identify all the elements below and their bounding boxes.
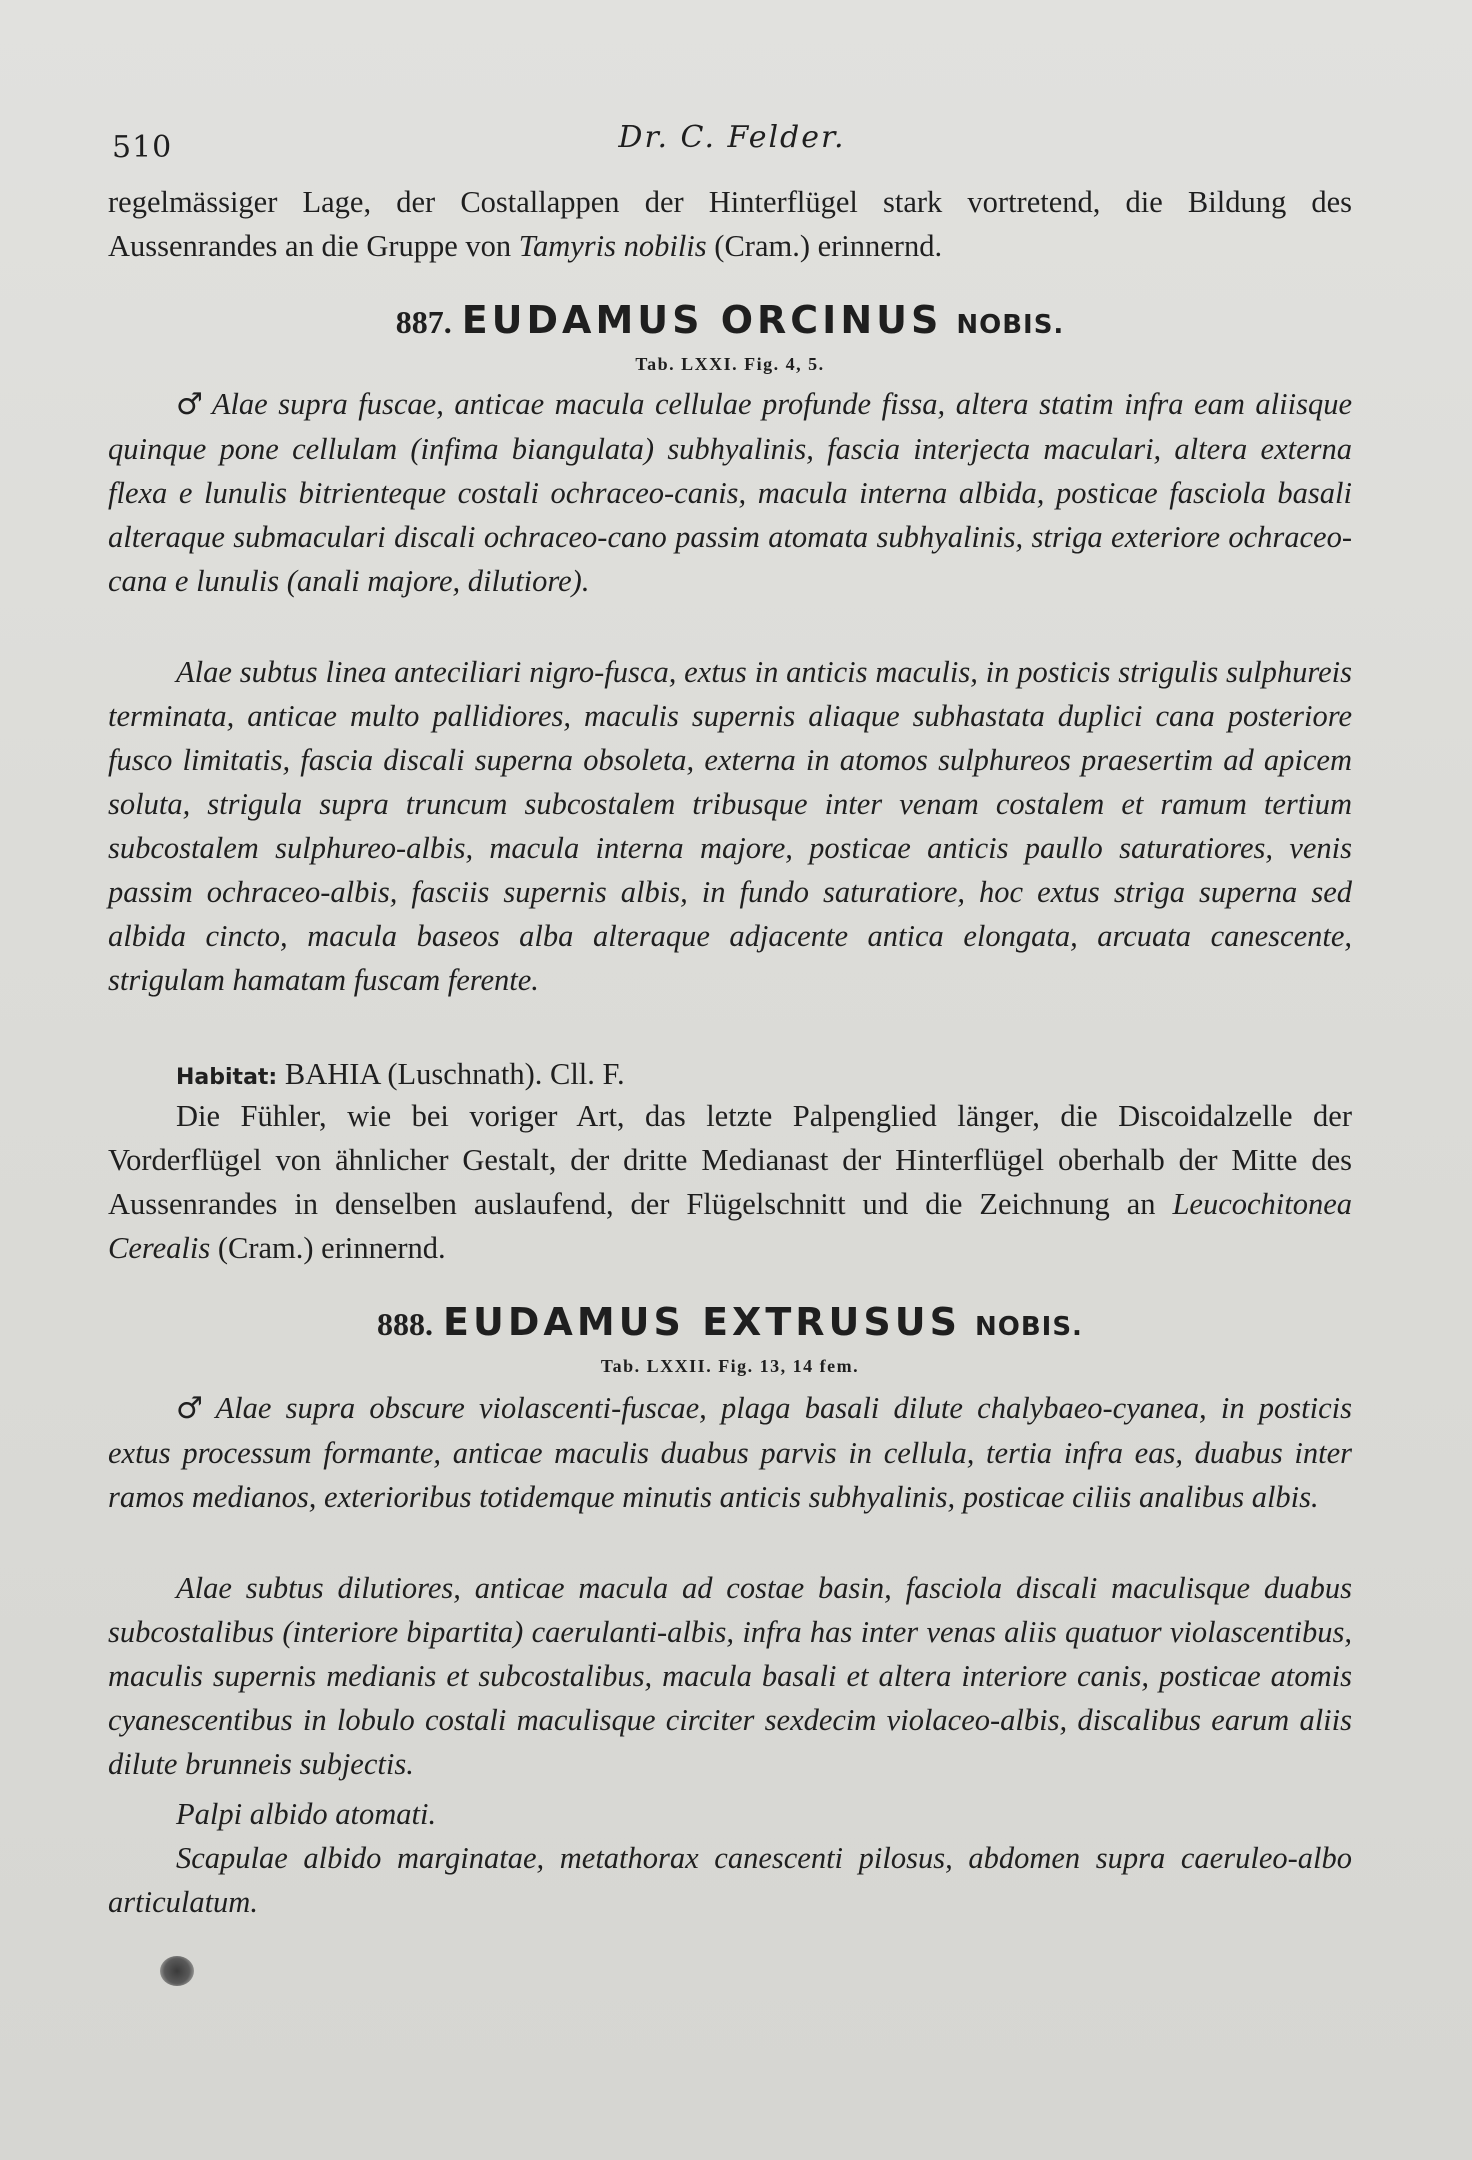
species-887-compare-taxon: Leucochitonea Cerealis	[108, 1187, 1352, 1265]
species-888-description-upper	[108, 1386, 1352, 1519]
page-number: 510	[112, 130, 173, 165]
intro-text-end: (Cram.) erinnernd.	[706, 229, 943, 263]
species-887-description-under	[108, 650, 1352, 1002]
species-887-plate-ref: Tab. LXXI. Fig. 4, 5.	[635, 354, 825, 374]
species-887-habitat	[108, 1052, 1352, 1100]
species-887-author: NOBIS.	[956, 310, 1065, 340]
species-888-palpi	[108, 1792, 1352, 1836]
species-888-para1: Alae supra obscure violascenti-fuscae, plaga basali dilute chalybaeo-cyanea, in posticis extus processum formante, anticae maculis duabus parvis in cellula, tertia infra eas, duabus inter ramos medianos, exterioribus totidemque minutis anticis subhyalinis, posticae ciliis analibus albis.	[108, 1391, 1352, 1514]
species-887-para2: Alae subtus linea anteciliari nigro-fusca, extus in anticis maculis, in posticis strigulis sulphureis terminata, anticae multo pallidiores, maculis supernis aliaque subhastata duplici cana posteriore fusco limitatis, fascia discali superna obsoleta, externa in atomos sulphureos praesertim ad apicem soluta, strigula supra truncum subcostalem tribusque inter venam costalem et ramum tertium subcostalem sulphureo-albis, macula interna majore, posticae anticis paullo saturatiores, venis passim ochraceo-albis, fasciis supernis albis, in fundo saturatiore, hoc extus striga superna sed albida cincto, macula baseos alba alteraque adjacente antica elongata, arcuata canescente, strigulam hamatam fuscam ferente.	[108, 655, 1352, 997]
species-887-para3-end: (Cram.) erinnernd.	[210, 1231, 446, 1265]
male-symbol-icon: ♂	[176, 1391, 210, 1426]
male-symbol-icon: ♂	[176, 387, 206, 422]
species-887-description-upper	[108, 382, 1352, 603]
ink-smudge	[160, 1956, 194, 1986]
intro-paragraph	[108, 180, 1352, 268]
species-887-notes	[108, 1094, 1352, 1270]
running-head: Dr. C. Felder.	[618, 120, 846, 155]
species-887-name: EUDAMUS ORCINUS	[461, 298, 943, 342]
species-887-number: 887.	[395, 304, 452, 340]
species-888-para2: Alae subtus dilutiores, anticae macula ad costae basin, fasciola discali maculisque duabus subcostalibus (interiore bipartita) caerulanti-albis, infra has inter venas aliis quatuor violascentibus, maculis supernis medianis et subcostalibus, macula basali et altera interiore canis, posticae atomis cyanescentibus in lobulo costali maculisque circiter sexdecim violaceo-albis, discalibus earum aliis dilute brunneis subjectis.	[108, 1571, 1352, 1781]
species-888-description-under	[108, 1566, 1352, 1786]
species-888-para3: Palpi albido atomati.	[176, 1797, 437, 1831]
species-888-author: NOBIS.	[974, 1312, 1083, 1342]
species-887-title	[108, 298, 1352, 342]
species-888-plate-ref: Tab. LXXII. Fig. 13, 14 fem.	[600, 1356, 860, 1376]
intro-taxon: Tamyris nobilis	[518, 229, 707, 263]
species-888-number: 888.	[377, 1306, 434, 1342]
habitat-text: BAHIA (Luschnath). Cll. F.	[284, 1057, 625, 1091]
page-header	[112, 120, 1352, 170]
species-888-para4: Scapulae albido marginatae, metathorax canescenti pilosus, abdomen supra caeruleo-albo articulatum.	[108, 1841, 1352, 1919]
species-888-scapulae	[108, 1836, 1352, 1924]
species-888-title	[108, 1300, 1352, 1344]
intro-text: regelmässiger Lage, der Costallappen der Hinterflügel stark vortretend, die Bildung des Aussenrandes an die Gruppe von	[108, 185, 1352, 263]
species-887-para3: Die Fühler, wie bei voriger Art, das letzte Palpenglied länger, die Discoidalzelle der Vorderflügel von ähnlicher Gestalt, der dritte Medianast der Hinterflügel oberhalb der Mitte des Aussenrandes in denselben auslaufend, der Flügelschnitt und die Zeichnung an	[108, 1099, 1352, 1221]
species-887-para1: Alae supra fuscae, anticae macula cellulae profunde fissa, altera statim infra eam aliisque quinque pone cellulam (infima biangulata) subhyalinis, fascia interjecta maculari, altera externa flexa e lunulis bitrienteque costali ochraceo-canis, macula interna albida, posticae fasciola basali alteraque submaculari discali ochraceo-cano passim atomata subhyalinis, striga exteriore ochraceo-cana e lunulis (anali majore, dilutiore).	[108, 387, 1352, 598]
species-888-name: EUDAMUS EXTRUSUS	[443, 1300, 961, 1344]
habitat-label: Habitat:	[176, 1065, 278, 1090]
